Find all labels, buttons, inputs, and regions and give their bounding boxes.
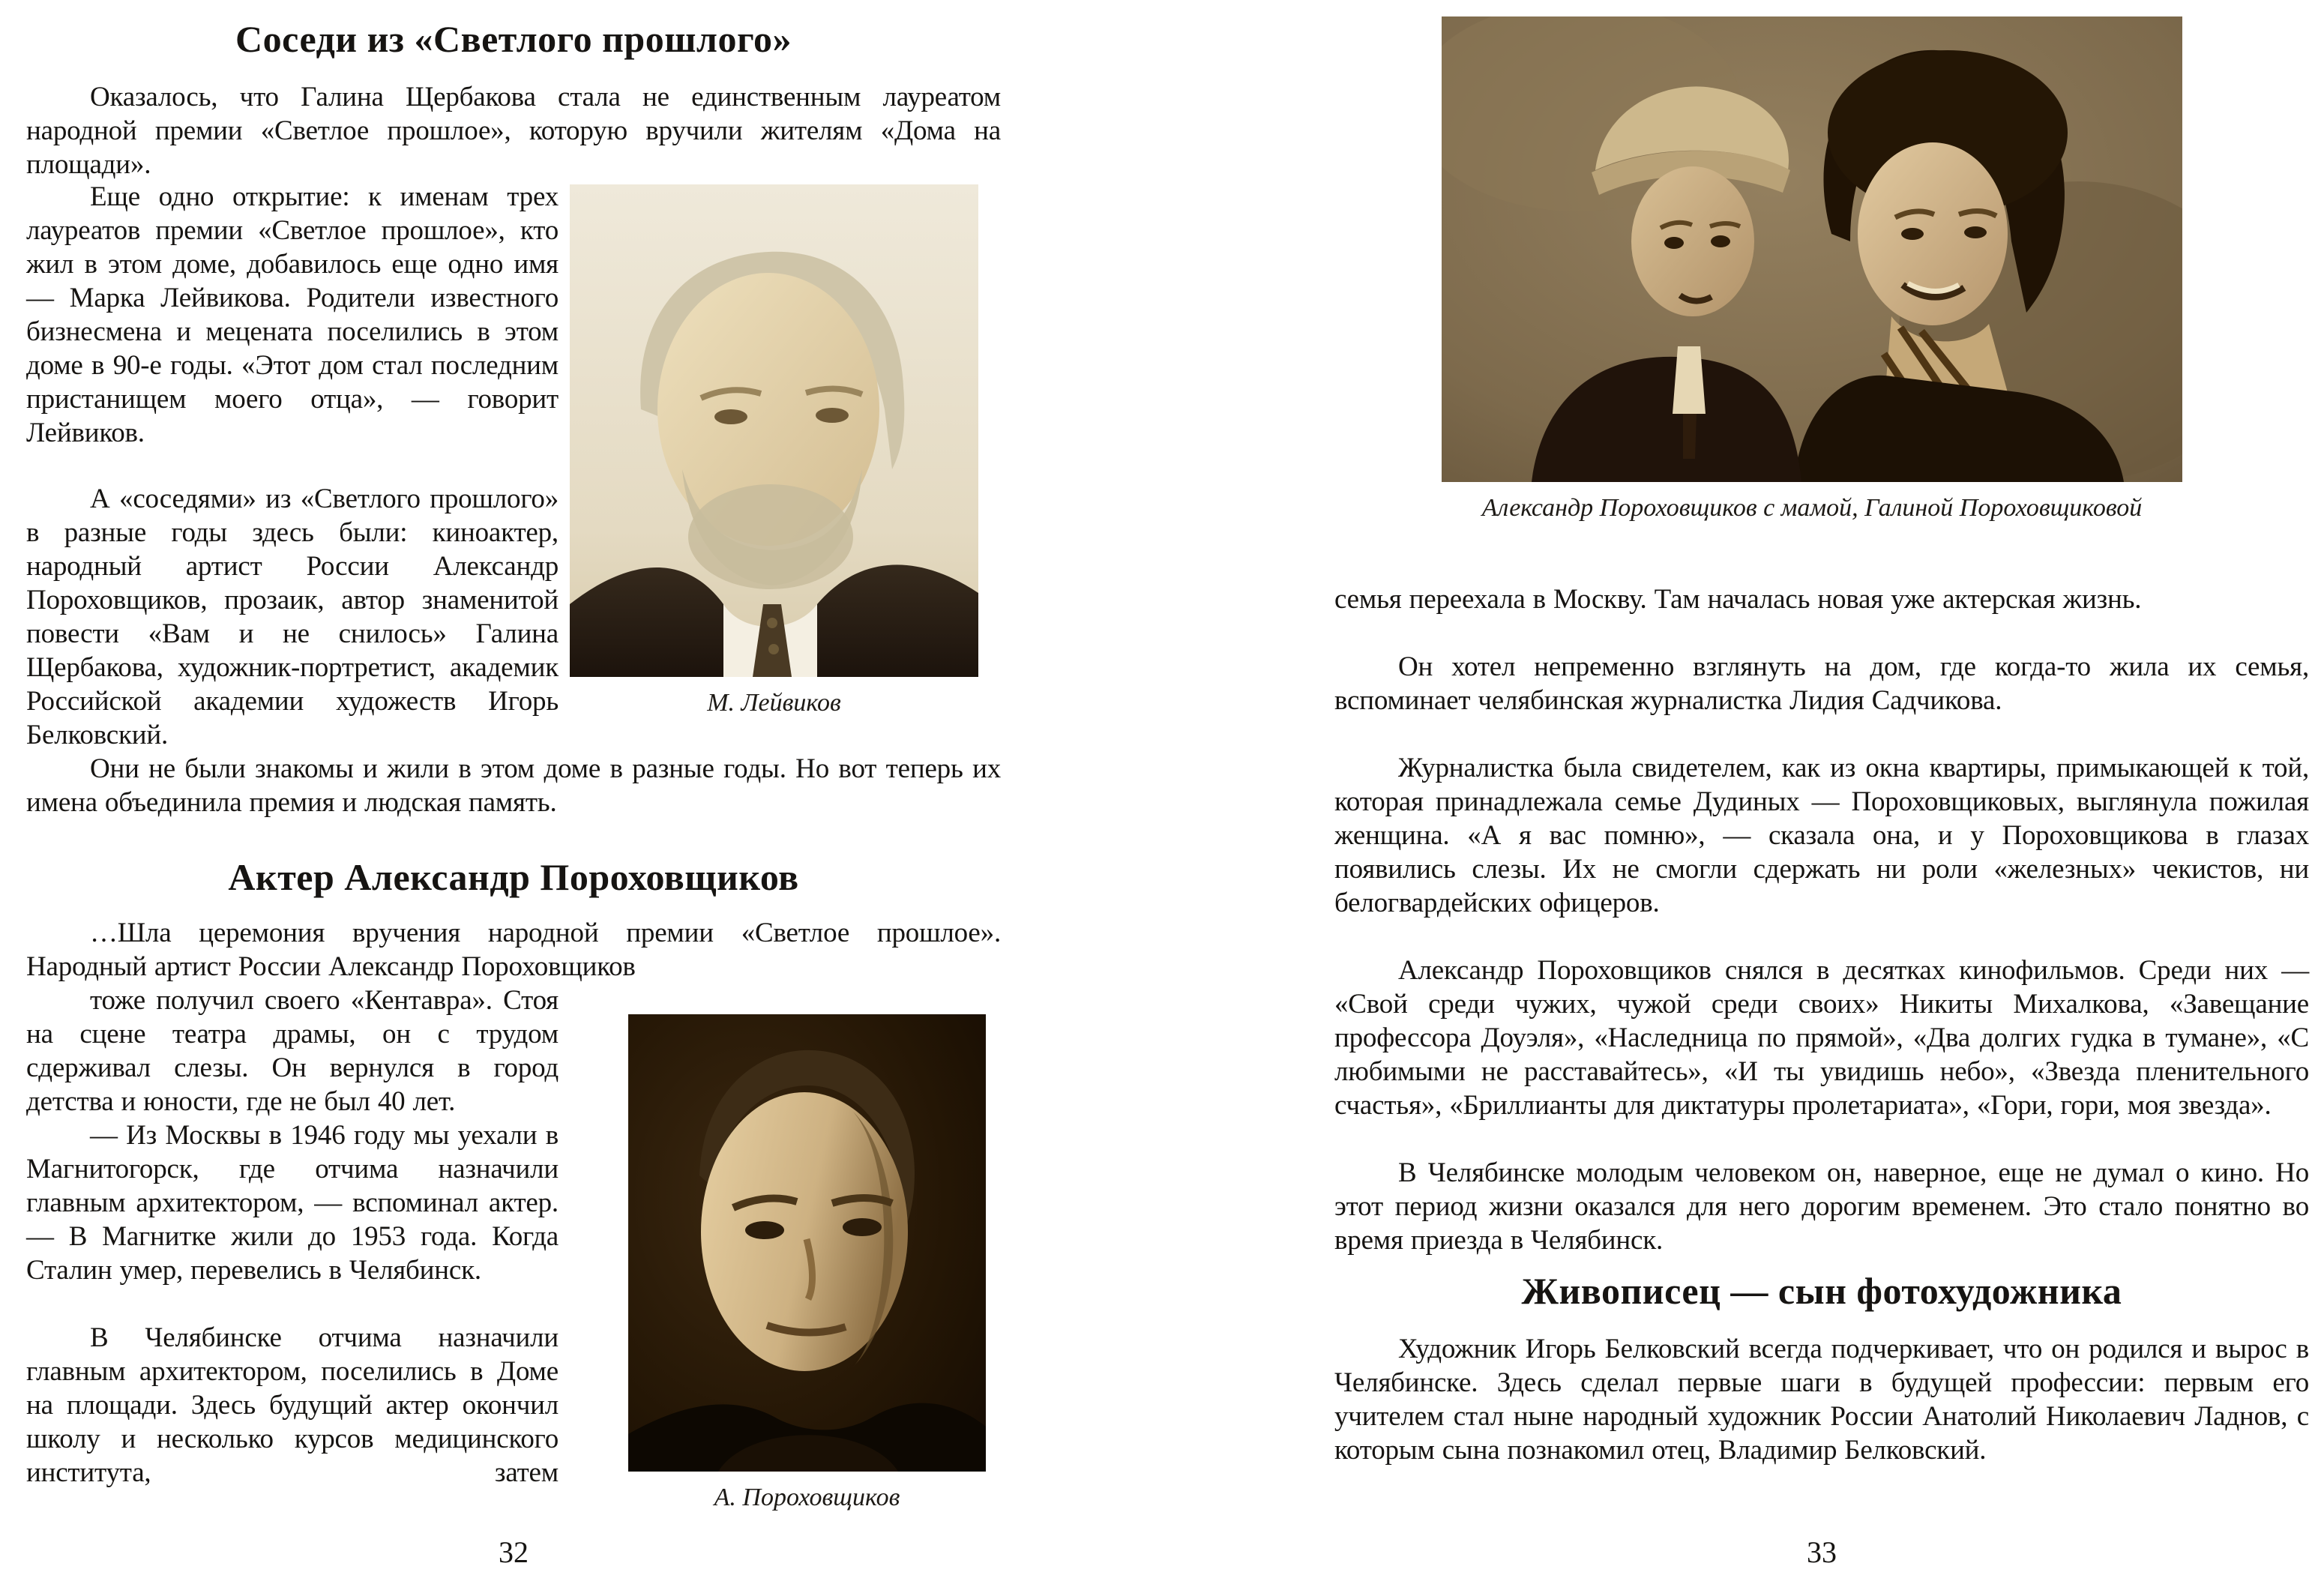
paragraph-artist-belkovsky: Художник Игорь Белковский всегда подчеркивает, что он родился и вырос в Челябинске. Здесь сделал первые шаги в будущей профессии: первым его учителем стал ныне народный художник России Анатолий Николаевич Ладнов, с которым сына познакомил отец, Владимир Белковский.	[1334, 1334, 2309, 1466]
page-left	[26, 0, 1001, 1593]
paragraph-discovery: Еще одно открытие: к именам трех лауреатов премии «Светлое прошлое», кто жил в этом доме, добавилось еще одно имя — Марка Лейвикова. Родители известного бизнесмена и мецената поселились в этом доме в 90-е годы. «Этот дом стал последним пристанищем моего отца», — говорит Лейвиков.	[26, 181, 559, 448]
paragraph-family-moved: семья переехала в Москву. Там началась новая уже актерская жизнь.	[1334, 584, 2142, 615]
paragraph-in-chelyabinsk: В Челябинске отчима назначили главным архитектором, поселились в Доме на площади. Здесь будущий актер окончил школу и несколько курсов медицинского института, затем	[26, 1322, 559, 1488]
photo-family-caption: Александр Пороховщиков с мамой, Галиной Пороховщиковой	[1481, 494, 2143, 522]
photo-porohovschikov	[628, 1014, 986, 1472]
paragraph-ceremony-wide: …Шла церемония вручения народной премии «Светлое прошлое». Народный артист России Александр Пороховщиков	[26, 918, 1001, 982]
paragraph-from-moscow: — Из Москвы в 1946 году мы уехали в Магнитогорск, где отчима назначили главным архитектором, — вспоминал актер. — В Магнитке жили до 1953 года. Когда Сталин умер, перевелись в Челябинск.	[26, 1120, 559, 1286]
paragraph-not-acquainted: Они не были знакомы и жили в этом доме в разные годы. Но вот теперь их имена объединила премия и людская память.	[26, 753, 1001, 818]
heading-painter: Живописец — сын фотохудожника	[1521, 1270, 2122, 1312]
page-number-32: 32	[499, 1535, 529, 1569]
paragraph-neighbors-list: А «соседями» из «Светлого прошлого» в разные годы здесь были: киноактер, народный артист России Александр Пороховщиков, прозаик, автор знаменитой повести «Вам и не снилось» Галина Щербакова, художник-портретист, академик Российской академии художеств Игорь Белковский.	[26, 484, 559, 750]
heading-actor: Актер Александр Пороховщиков	[228, 856, 799, 898]
page-number-33: 33	[1807, 1535, 1837, 1569]
paragraph-journalist: Журналистка была свидетелем, как из окна квартиры, примыкающей к той, которая принадлежала семье Дудиных — Пороховщиковых, выглянула пожилая женщина. «А я вас помню», — сказала она, и у Пороховщикова в глазах появились слезы. Их не смогли сдержать ни роли «железных» чекистов, ни белогвардейских офицеров.	[1334, 753, 2309, 918]
paragraph-wanted-to-look: Он хотел непременно взглянуть на дом, где когда-то жила их семья, вспоминает челябинская журналистка Лидия Садчикова.	[1334, 651, 2309, 716]
photo-leivikov	[570, 184, 978, 677]
paragraph-intro: Оказалось, что Галина Щербакова стала не единственным лауреатом народной премии «Светлое прошлое», которую вручили жителям «Дома на площади».	[26, 82, 1001, 180]
photo-family-figure	[1442, 16, 2182, 524]
paragraph-films: Александр Пороховщиков снялся в десятках кинофильмов. Среди них — «Свой среди чужих, чужой среди своих» Никиты Михалкова, «Завещание профессора Доуэля», «Наследница по прямой», «Два долгих гудка в тумане», «С любимыми не расставайтесь», «И ты увидишь небо», «Звезда пленительного счастья», «Бриллианты для диктатуры пролетариата», «Гори, гори, моя звезда».	[1334, 955, 2309, 1121]
paragraph-ceremony-narrow: тоже получил своего «Кентавра». Стоя на сцене театра драмы, он с трудом сдерживал слезы. Он вернулся в город детства и юности, где не был 40 лет.	[26, 985, 559, 1117]
photo-leivikov-caption: М. Лейвиков	[707, 689, 841, 717]
paragraph-young-man: В Челябинске молодым человеком он, наверное, еще не думал о кино. Но этот период жизни оказался для него дорогим временем. Это стало понятно во время приезда в Челябинск.	[1334, 1157, 2309, 1256]
photo-family	[1442, 16, 2182, 482]
photo-porohovschikov-figure	[628, 1014, 986, 1514]
photo-leivikov-figure	[570, 184, 978, 719]
page-right	[1334, 0, 2309, 1593]
photo-porohovschikov-caption: А. Пороховщиков	[714, 1484, 900, 1511]
heading-neighbors: Соседи из «Светлого прошлого»	[235, 18, 792, 60]
